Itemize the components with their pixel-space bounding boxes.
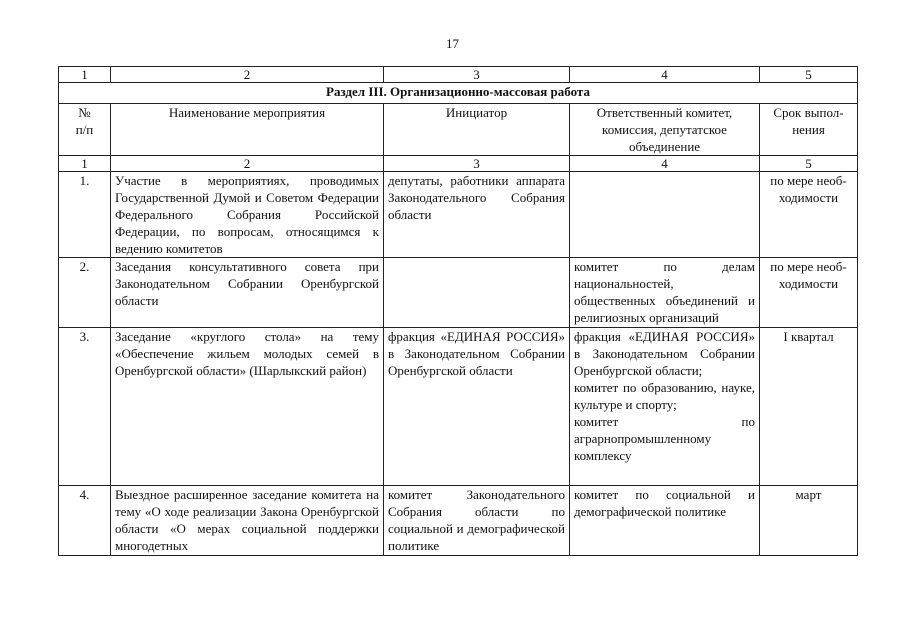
row-name: Заседание «круглого стола» на тему «Обеспечение жильем молодых семей в Оренбургской области» (Шарлыкский район) [111, 328, 384, 486]
header-responsible-line: комиссия, депутатское [602, 122, 727, 137]
column-number: 5 [760, 156, 858, 172]
row-responsible: комитет по социальной и демографической политике [570, 486, 760, 556]
row-name: Выездное расширенное заседание комитета на тему «О ходе реализации Закона Оренбургской области «О мерах социальной поддержки многодетных [111, 486, 384, 556]
column-number: 2 [111, 156, 384, 172]
row-deadline: I квартал [760, 328, 858, 486]
column-number: 5 [760, 67, 858, 83]
column-number: 2 [111, 67, 384, 83]
column-number-row [59, 156, 858, 172]
row-responsible [570, 172, 760, 258]
header-num [59, 104, 111, 156]
row-initiator: депутаты, работники аппарата Законодательного Собрания области [384, 172, 570, 258]
row-deadline-line: ходимости [778, 276, 839, 291]
row-responsible-line: комитет по аграрнопромышленному комплексу [574, 414, 755, 463]
table-row [59, 172, 858, 258]
row-initiator: фракция «ЕДИНАЯ РОССИЯ» в Законодательном Собрании Оренбургской области [384, 328, 570, 486]
column-number: 4 [570, 67, 760, 83]
column-number: 3 [384, 67, 570, 83]
row-initiator [384, 258, 570, 328]
header-responsible [570, 104, 760, 156]
header-deadline [760, 104, 858, 156]
column-number: 1 [59, 67, 111, 83]
table-row [59, 328, 858, 486]
row-initiator: комитет Законодательного Собрания области по социальной и демографической политике [384, 486, 570, 556]
row-number: 2. [59, 258, 111, 328]
header-row [59, 104, 858, 156]
row-number: 4. [59, 486, 111, 556]
row-responsible [570, 328, 760, 486]
section-row [59, 83, 858, 104]
header-responsible-line: Ответственный комитет, [596, 105, 733, 120]
header-responsible-line: объединение [628, 139, 701, 154]
column-number-row [59, 67, 858, 83]
table-row [59, 258, 858, 328]
activities-table [58, 66, 858, 556]
row-name: Участие в мероприятиях, проводимых Государственной Думой и Советом Федерации Федерального Собрания Российской Федерации, по вопросам, относящимся к ведению комитетов [111, 172, 384, 258]
row-deadline: март [760, 486, 858, 556]
table-row [59, 486, 858, 556]
row-responsible: комитет по делам национальностей, общественных объединений и религиозных организаций [570, 258, 760, 328]
column-number: 4 [570, 156, 760, 172]
row-number: 1. [59, 172, 111, 258]
header-num-line: № [78, 105, 91, 120]
row-number: 3. [59, 328, 111, 486]
row-deadline-line: ходимости [778, 190, 839, 205]
header-initiator: Инициатор [384, 104, 570, 156]
header-deadline-line: Срок выпол- [773, 105, 844, 120]
page-number: 17 [446, 36, 459, 51]
header-name: Наименование мероприятия [111, 104, 384, 156]
row-deadline [760, 258, 858, 328]
row-deadline-line: по мере необ- [770, 259, 847, 274]
row-deadline-line: по мере необ- [770, 173, 847, 188]
column-number: 1 [59, 156, 111, 172]
row-name: Заседания консультативного совета при Законодательном Собрании Оренбургской области [111, 258, 384, 328]
header-num-line: п/п [75, 122, 94, 137]
row-responsible-line: фракция «ЕДИНАЯ РОССИЯ» в Законодательном Собрании Оренбургской области; [574, 329, 755, 378]
section-title: Раздел III. Организационно-массовая работа [59, 83, 858, 104]
row-deadline [760, 172, 858, 258]
column-number: 3 [384, 156, 570, 172]
row-responsible-line: комитет по образованию, науке, культуре и спорту; [574, 380, 755, 412]
header-deadline-line: нения [792, 122, 825, 137]
